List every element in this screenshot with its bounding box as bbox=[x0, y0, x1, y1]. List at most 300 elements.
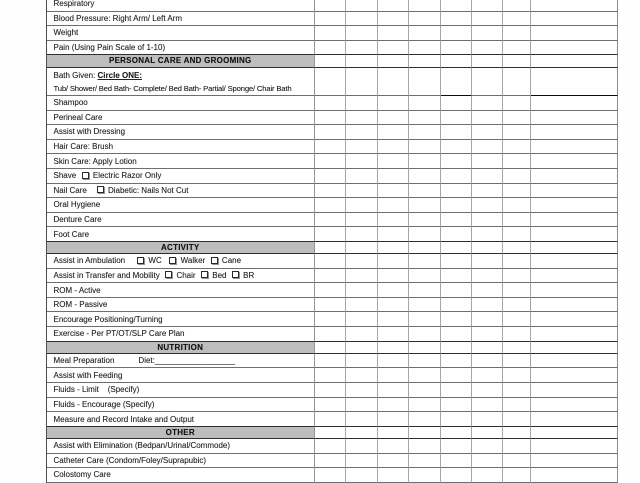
mark-cell bbox=[441, 140, 473, 155]
mark-cell bbox=[346, 111, 378, 126]
mark-cell bbox=[531, 412, 619, 427]
mark-cell bbox=[315, 140, 347, 155]
mark-cell bbox=[346, 125, 378, 140]
mark-cell bbox=[378, 269, 409, 284]
mark-cell bbox=[378, 41, 409, 56]
mark-cell bbox=[409, 184, 441, 199]
table-row bbox=[47, 0, 618, 12]
mark-cell bbox=[409, 327, 441, 342]
mark-cell bbox=[378, 342, 409, 354]
mark-cell bbox=[378, 213, 409, 228]
mark-cell bbox=[503, 383, 531, 398]
task-label: Weight bbox=[47, 26, 315, 41]
mark-cell bbox=[531, 140, 619, 155]
mark-cell bbox=[531, 312, 619, 327]
mark-cell bbox=[315, 412, 347, 427]
mark-cell bbox=[378, 26, 409, 41]
mark-cell bbox=[409, 227, 441, 242]
mark-cell bbox=[409, 342, 441, 354]
task-label: Shampoo bbox=[47, 96, 315, 111]
mark-cell bbox=[409, 254, 441, 269]
mark-cell bbox=[531, 96, 619, 111]
mark-cell bbox=[409, 368, 441, 383]
mark-cell bbox=[441, 169, 473, 184]
table-row bbox=[47, 184, 618, 199]
mark-cell bbox=[346, 140, 378, 155]
task-label: ROM - Passive bbox=[47, 298, 315, 313]
mark-cell bbox=[346, 254, 378, 269]
task-label: Encourage Positioning/Turning bbox=[47, 312, 315, 327]
mark-cell bbox=[531, 439, 619, 454]
mark-cell bbox=[441, 383, 473, 398]
mark-cell bbox=[503, 26, 531, 41]
mark-cell bbox=[315, 26, 347, 41]
mark-cell bbox=[503, 125, 531, 140]
mark-cell bbox=[378, 154, 409, 169]
mark-cell bbox=[409, 454, 441, 469]
mark-cell bbox=[346, 198, 378, 213]
mark-cell bbox=[346, 213, 378, 228]
mark-cell bbox=[472, 55, 503, 67]
mark-cell bbox=[531, 41, 619, 56]
mark-cell bbox=[378, 111, 409, 126]
mark-cell bbox=[409, 269, 441, 284]
checkbox-icon bbox=[82, 172, 89, 179]
mark-cell bbox=[441, 55, 473, 67]
mark-cell bbox=[441, 198, 473, 213]
mark-cell bbox=[346, 154, 378, 169]
table-row bbox=[47, 213, 618, 228]
mark-cell bbox=[378, 398, 409, 413]
task-label: Assist with Elimination (Bedpan/Urinal/Commode) bbox=[47, 439, 315, 454]
table-row bbox=[47, 68, 618, 96]
section-title: PERSONAL CARE AND GROOMING bbox=[47, 55, 315, 67]
mark-cell bbox=[441, 213, 473, 228]
mark-cell bbox=[441, 312, 473, 327]
table-row bbox=[47, 169, 618, 184]
mark-cell bbox=[472, 342, 503, 354]
table-row bbox=[47, 26, 618, 41]
mark-cell bbox=[409, 398, 441, 413]
mark-cell bbox=[472, 354, 503, 369]
mark-cell bbox=[503, 0, 531, 12]
mark-cell bbox=[315, 283, 347, 298]
table-row bbox=[47, 283, 618, 298]
mark-cell bbox=[472, 96, 503, 111]
care-task-table bbox=[46, 0, 618, 483]
mark-cell bbox=[441, 184, 473, 199]
mark-cell bbox=[441, 125, 473, 140]
mark-cell bbox=[531, 283, 619, 298]
mark-cell bbox=[409, 468, 441, 483]
table-row bbox=[47, 412, 618, 427]
mark-cell bbox=[472, 312, 503, 327]
section-row bbox=[47, 55, 618, 67]
mark-cell bbox=[378, 283, 409, 298]
task-label: Bath Given: Circle ONE: Tub/ Shower/ Bed Bath- Complete/ Bed Bath- Partial/ Sponge/ Chair Bath bbox=[47, 68, 315, 96]
task-label: Skin Care: Apply Lotion bbox=[47, 154, 315, 169]
mark-cell bbox=[409, 0, 441, 12]
mark-cell bbox=[472, 327, 503, 342]
mark-cell bbox=[441, 227, 473, 242]
mark-cell bbox=[472, 254, 503, 269]
mark-cell bbox=[346, 184, 378, 199]
task-label: Denture Care bbox=[47, 213, 315, 228]
task-label: Blood Pressure: Right Arm/ Left Arm bbox=[47, 12, 315, 27]
mark-cell bbox=[472, 68, 503, 96]
mark-cell bbox=[315, 198, 347, 213]
mark-cell bbox=[378, 198, 409, 213]
mark-cell bbox=[531, 254, 619, 269]
mark-cell bbox=[503, 298, 531, 313]
mark-cell bbox=[378, 454, 409, 469]
mark-cell bbox=[503, 439, 531, 454]
mark-cell bbox=[315, 298, 347, 313]
mark-cell bbox=[315, 55, 347, 67]
task-label: Fluids - Encourage (Specify) bbox=[47, 398, 315, 413]
mark-cell bbox=[531, 12, 619, 27]
mark-cell bbox=[472, 0, 503, 12]
mark-cell bbox=[378, 368, 409, 383]
mark-cell bbox=[409, 383, 441, 398]
mark-cell bbox=[315, 269, 347, 284]
mark-cell bbox=[503, 427, 531, 439]
mark-cell bbox=[346, 439, 378, 454]
mark-cell bbox=[531, 125, 619, 140]
mark-cell bbox=[315, 213, 347, 228]
mark-cell bbox=[503, 327, 531, 342]
mark-cell bbox=[441, 154, 473, 169]
mark-cell bbox=[441, 254, 473, 269]
mark-cell bbox=[378, 468, 409, 483]
mark-cell bbox=[346, 169, 378, 184]
mark-cell bbox=[531, 111, 619, 126]
mark-cell bbox=[378, 184, 409, 199]
mark-cell bbox=[378, 298, 409, 313]
mark-cell bbox=[503, 227, 531, 242]
checkbox-icon bbox=[169, 257, 176, 264]
table-row bbox=[47, 454, 618, 469]
task-label: Shave Electric Razor Only bbox=[47, 169, 315, 184]
mark-cell bbox=[472, 412, 503, 427]
mark-cell bbox=[378, 96, 409, 111]
mark-cell bbox=[472, 41, 503, 56]
mark-cell bbox=[441, 111, 473, 126]
mark-cell bbox=[409, 283, 441, 298]
table-row bbox=[47, 327, 618, 342]
mark-cell bbox=[531, 368, 619, 383]
section-row bbox=[47, 342, 618, 354]
mark-cell bbox=[472, 242, 503, 254]
mark-cell bbox=[472, 439, 503, 454]
task-label: Oral Hygiene bbox=[47, 198, 315, 213]
task-label: Exercise - Per PT/OT/SLP Care Plan bbox=[47, 327, 315, 342]
mark-cell bbox=[346, 412, 378, 427]
mark-cell bbox=[472, 169, 503, 184]
mark-cell bbox=[346, 41, 378, 56]
mark-cell bbox=[409, 26, 441, 41]
mark-cell bbox=[378, 68, 409, 96]
mark-cell bbox=[409, 154, 441, 169]
mark-cell bbox=[531, 354, 619, 369]
mark-cell bbox=[315, 454, 347, 469]
mark-cell bbox=[315, 327, 347, 342]
mark-cell bbox=[503, 96, 531, 111]
table-row bbox=[47, 140, 618, 155]
mark-cell bbox=[531, 383, 619, 398]
mark-cell bbox=[441, 427, 473, 439]
mark-cell bbox=[409, 242, 441, 254]
table-row bbox=[47, 398, 618, 413]
mark-cell bbox=[503, 398, 531, 413]
mark-cell bbox=[409, 412, 441, 427]
mark-cell bbox=[441, 41, 473, 56]
mark-cell bbox=[472, 111, 503, 126]
task-label: Respiratory bbox=[47, 0, 315, 12]
mark-cell bbox=[472, 398, 503, 413]
mark-cell bbox=[472, 184, 503, 199]
mark-cell bbox=[378, 383, 409, 398]
mark-cell bbox=[531, 26, 619, 41]
checkbox-icon bbox=[137, 257, 144, 264]
table-row bbox=[47, 254, 618, 269]
mark-cell bbox=[472, 283, 503, 298]
task-label: Meal Preparation Diet:__________________ bbox=[47, 354, 315, 369]
mark-cell bbox=[531, 454, 619, 469]
table-row bbox=[47, 41, 618, 56]
mark-cell bbox=[378, 312, 409, 327]
mark-cell bbox=[409, 439, 441, 454]
mark-cell bbox=[378, 427, 409, 439]
mark-cell bbox=[503, 368, 531, 383]
table-row bbox=[47, 12, 618, 27]
mark-cell bbox=[472, 140, 503, 155]
section-title: NUTRITION bbox=[47, 342, 315, 354]
mark-cell bbox=[346, 0, 378, 12]
mark-cell bbox=[441, 0, 473, 12]
mark-cell bbox=[315, 427, 347, 439]
task-label: ROM - Active bbox=[47, 283, 315, 298]
mark-cell bbox=[531, 198, 619, 213]
mark-cell bbox=[378, 354, 409, 369]
mark-cell bbox=[503, 111, 531, 126]
mark-cell bbox=[503, 184, 531, 199]
mark-cell bbox=[503, 213, 531, 228]
task-label: Assist with Dressing bbox=[47, 125, 315, 140]
mark-cell bbox=[315, 125, 347, 140]
mark-cell bbox=[503, 342, 531, 354]
table-row bbox=[47, 354, 618, 369]
mark-cell bbox=[503, 198, 531, 213]
ink-mark-cell bbox=[531, 68, 619, 96]
mark-cell bbox=[409, 298, 441, 313]
mark-cell bbox=[472, 12, 503, 27]
table-row bbox=[47, 468, 618, 483]
task-label: Foot Care bbox=[47, 227, 315, 242]
mark-cell bbox=[472, 269, 503, 284]
mark-cell bbox=[472, 468, 503, 483]
section-row bbox=[47, 242, 618, 254]
table-row bbox=[47, 96, 618, 111]
mark-cell bbox=[531, 242, 619, 254]
mark-cell bbox=[531, 154, 619, 169]
mark-cell bbox=[378, 327, 409, 342]
mark-cell bbox=[346, 398, 378, 413]
mark-cell bbox=[472, 454, 503, 469]
mark-cell bbox=[441, 96, 473, 111]
mark-cell bbox=[503, 312, 531, 327]
mark-cell bbox=[531, 213, 619, 228]
mark-cell bbox=[531, 184, 619, 199]
mark-cell bbox=[409, 41, 441, 56]
table-row bbox=[47, 269, 618, 284]
mark-cell bbox=[346, 12, 378, 27]
mark-cell bbox=[378, 125, 409, 140]
mark-cell bbox=[503, 254, 531, 269]
mark-cell bbox=[441, 26, 473, 41]
mark-cell bbox=[503, 41, 531, 56]
mark-cell bbox=[503, 283, 531, 298]
table-row bbox=[47, 198, 618, 213]
mark-cell bbox=[531, 55, 619, 67]
mark-cell bbox=[409, 96, 441, 111]
mark-cell bbox=[346, 269, 378, 284]
mark-cell bbox=[503, 55, 531, 67]
mark-cell bbox=[346, 468, 378, 483]
mark-cell bbox=[441, 242, 473, 254]
task-label: Colostomy Care bbox=[47, 468, 315, 483]
mark-cell bbox=[503, 242, 531, 254]
mark-cell bbox=[472, 154, 503, 169]
table-row bbox=[47, 312, 618, 327]
mark-cell bbox=[531, 468, 619, 483]
mark-cell bbox=[315, 368, 347, 383]
table-row bbox=[47, 227, 618, 242]
task-label: Perineal Care bbox=[47, 111, 315, 126]
mark-cell bbox=[531, 0, 619, 12]
checkbox-icon bbox=[165, 271, 172, 278]
mark-cell bbox=[315, 0, 347, 12]
mark-cell bbox=[531, 342, 619, 354]
mark-cell bbox=[441, 412, 473, 427]
mark-cell bbox=[409, 213, 441, 228]
task-label: Assist with Feeding bbox=[47, 368, 315, 383]
mark-cell bbox=[315, 398, 347, 413]
mark-cell bbox=[472, 368, 503, 383]
mark-cell bbox=[315, 154, 347, 169]
mark-cell bbox=[409, 111, 441, 126]
mark-cell bbox=[346, 26, 378, 41]
section-title: OTHER bbox=[47, 427, 315, 439]
mark-cell bbox=[472, 26, 503, 41]
mark-cell bbox=[346, 427, 378, 439]
mark-cell bbox=[503, 354, 531, 369]
mark-cell bbox=[441, 439, 473, 454]
mark-cell bbox=[409, 427, 441, 439]
table-row bbox=[47, 298, 618, 313]
mark-cell bbox=[503, 68, 531, 96]
table-row bbox=[47, 439, 618, 454]
mark-cell bbox=[472, 198, 503, 213]
table-row bbox=[47, 154, 618, 169]
mark-cell bbox=[472, 298, 503, 313]
mark-cell bbox=[409, 55, 441, 67]
mark-cell bbox=[315, 41, 347, 56]
section-title: ACTIVITY bbox=[47, 242, 315, 254]
mark-cell bbox=[378, 439, 409, 454]
mark-cell bbox=[409, 312, 441, 327]
mark-cell bbox=[409, 68, 441, 96]
mark-cell bbox=[378, 169, 409, 184]
mark-cell bbox=[315, 111, 347, 126]
mark-cell bbox=[531, 227, 619, 242]
mark-cell bbox=[472, 227, 503, 242]
mark-cell bbox=[409, 198, 441, 213]
mark-cell bbox=[378, 412, 409, 427]
table-row bbox=[47, 111, 618, 126]
mark-cell bbox=[441, 368, 473, 383]
mark-cell bbox=[346, 242, 378, 254]
mark-cell bbox=[346, 96, 378, 111]
task-label: Hair Care: Brush bbox=[47, 140, 315, 155]
mark-cell bbox=[346, 312, 378, 327]
mark-cell bbox=[531, 327, 619, 342]
mark-cell bbox=[441, 398, 473, 413]
checkbox-icon bbox=[201, 271, 208, 278]
checkbox-icon bbox=[97, 186, 104, 193]
mark-cell bbox=[378, 140, 409, 155]
mark-cell bbox=[378, 55, 409, 67]
mark-cell bbox=[409, 140, 441, 155]
mark-cell bbox=[315, 242, 347, 254]
mark-cell bbox=[409, 125, 441, 140]
mark-cell bbox=[472, 125, 503, 140]
mark-cell bbox=[378, 254, 409, 269]
mark-cell bbox=[441, 269, 473, 284]
mark-cell bbox=[531, 298, 619, 313]
mark-cell bbox=[503, 12, 531, 27]
task-label: Nail Care Diabetic: Nails Not Cut bbox=[47, 184, 315, 199]
mark-cell bbox=[346, 368, 378, 383]
mark-cell bbox=[315, 96, 347, 111]
section-row bbox=[47, 427, 618, 439]
mark-cell bbox=[503, 412, 531, 427]
mark-cell bbox=[531, 269, 619, 284]
mark-cell bbox=[315, 312, 347, 327]
mark-cell bbox=[315, 254, 347, 269]
mark-cell bbox=[378, 227, 409, 242]
mark-cell bbox=[503, 140, 531, 155]
mark-cell bbox=[346, 354, 378, 369]
mark-cell bbox=[441, 354, 473, 369]
mark-cell bbox=[531, 169, 619, 184]
mark-cell bbox=[315, 439, 347, 454]
checkbox-icon bbox=[232, 271, 239, 278]
mark-cell bbox=[531, 427, 619, 439]
mark-cell bbox=[441, 327, 473, 342]
mark-cell bbox=[315, 354, 347, 369]
mark-cell bbox=[315, 227, 347, 242]
mark-cell bbox=[409, 12, 441, 27]
mark-cell bbox=[409, 354, 441, 369]
mark-cell bbox=[346, 298, 378, 313]
mark-cell bbox=[346, 68, 378, 96]
mark-cell bbox=[441, 342, 473, 354]
mark-cell bbox=[472, 213, 503, 228]
mark-cell bbox=[472, 427, 503, 439]
mark-cell bbox=[503, 154, 531, 169]
mark-cell bbox=[346, 383, 378, 398]
